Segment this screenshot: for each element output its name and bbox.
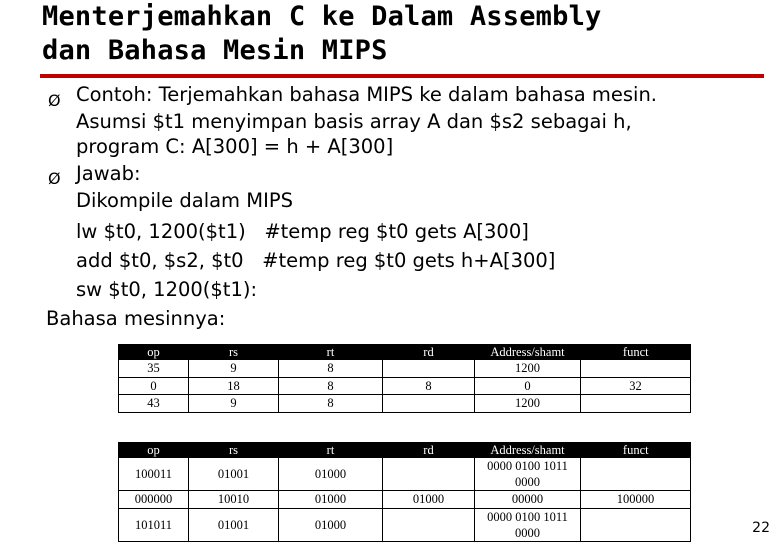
arrow-bullet-icon: Ø (48, 91, 61, 110)
cell-rd: 8 (383, 377, 475, 395)
cell-rs: 9 (189, 360, 279, 377)
cell-rd (383, 395, 475, 413)
cell-rd (383, 458, 475, 491)
cell-funct (581, 395, 691, 413)
table-row (119, 377, 691, 395)
cell-rt: 01000 (279, 491, 383, 509)
binary-instruction-table (118, 442, 691, 542)
cell-rt: 01000 (279, 508, 383, 541)
header-rt: rt (279, 344, 383, 360)
decimal-instruction-table (118, 344, 691, 413)
table-row (119, 491, 691, 509)
code-line-sw: sw $t0, 1200($t1): (76, 278, 258, 301)
cell-rd: 01000 (383, 491, 475, 509)
cell-funct (581, 458, 691, 491)
cell-rs: 01001 (189, 458, 279, 491)
body-line-2: Asumsi $t1 menyimpan basis array A dan $s2 sebagai h, (76, 110, 632, 133)
header-rs: rs (189, 442, 279, 458)
page-number: 22 (752, 520, 770, 536)
header-rd: rd (383, 344, 475, 360)
table-row (119, 458, 691, 491)
header-funct: funct (581, 344, 691, 360)
code-line-lw: lw $t0, 1200($t1) #temp reg $t0 gets A[300] (76, 220, 529, 243)
cell-address: 00000 (475, 491, 581, 509)
title-divider (40, 74, 764, 78)
cell-op: 000000 (119, 491, 189, 509)
cell-rs: 10010 (189, 491, 279, 509)
cell-address: 0000 0100 1011 0000 (475, 508, 581, 541)
table-row (119, 395, 691, 413)
table-row (119, 508, 691, 541)
cell-op: 101011 (119, 508, 189, 541)
cell-rs: 18 (189, 377, 279, 395)
cell-op: 100011 (119, 458, 189, 491)
slide-title (42, 0, 601, 68)
cell-funct: 32 (581, 377, 691, 395)
cell-op: 43 (119, 395, 189, 413)
header-funct: funct (581, 442, 691, 458)
header-rd: rd (383, 442, 475, 458)
cell-op: 35 (119, 360, 189, 377)
slide-title-line2: dan Bahasa Mesin MIPS (42, 35, 388, 66)
body-line-4: Jawab: (76, 162, 141, 185)
header-rs: rs (189, 344, 279, 360)
cell-funct (581, 360, 691, 377)
arrow-bullet-icon: Ø (48, 169, 61, 188)
cell-rt: 8 (279, 360, 383, 377)
body-line-5: Dikompile dalam MIPS (76, 189, 293, 212)
table-row (119, 360, 691, 377)
slide-title-line1: Menterjemahkan C ke Dalam Assembly (42, 1, 602, 32)
body-line-3: program C: A[300] = h + A[300] (76, 135, 394, 158)
header-op: op (119, 344, 189, 360)
code-line-add: add $t0, $s2, $t0 #temp reg $t0 gets h+A[300] (76, 249, 556, 272)
cell-op: 0 (119, 377, 189, 395)
cell-rt: 8 (279, 377, 383, 395)
header-address-shamt: Address/shamt (475, 442, 581, 458)
table-header-row (119, 442, 691, 458)
cell-rd (383, 508, 475, 541)
body-line-1: Contoh: Terjemahkan bahasa MIPS ke dalam bahasa mesin. (76, 83, 658, 106)
header-address-shamt: Address/shamt (475, 344, 581, 360)
header-rt: rt (279, 442, 383, 458)
cell-rs: 9 (189, 395, 279, 413)
cell-rt: 8 (279, 395, 383, 413)
body-line-9: Bahasa mesinnya: (46, 307, 226, 330)
header-op: op (119, 442, 189, 458)
cell-rt: 01000 (279, 458, 383, 491)
cell-address: 1200 (475, 360, 581, 377)
cell-rs: 01001 (189, 508, 279, 541)
cell-address: 0 (475, 377, 581, 395)
cell-funct: 100000 (581, 491, 691, 509)
cell-address: 1200 (475, 395, 581, 413)
cell-rd (383, 360, 475, 377)
table-header-row (119, 344, 691, 360)
cell-funct (581, 508, 691, 541)
cell-address: 0000 0100 1011 0000 (475, 458, 581, 491)
